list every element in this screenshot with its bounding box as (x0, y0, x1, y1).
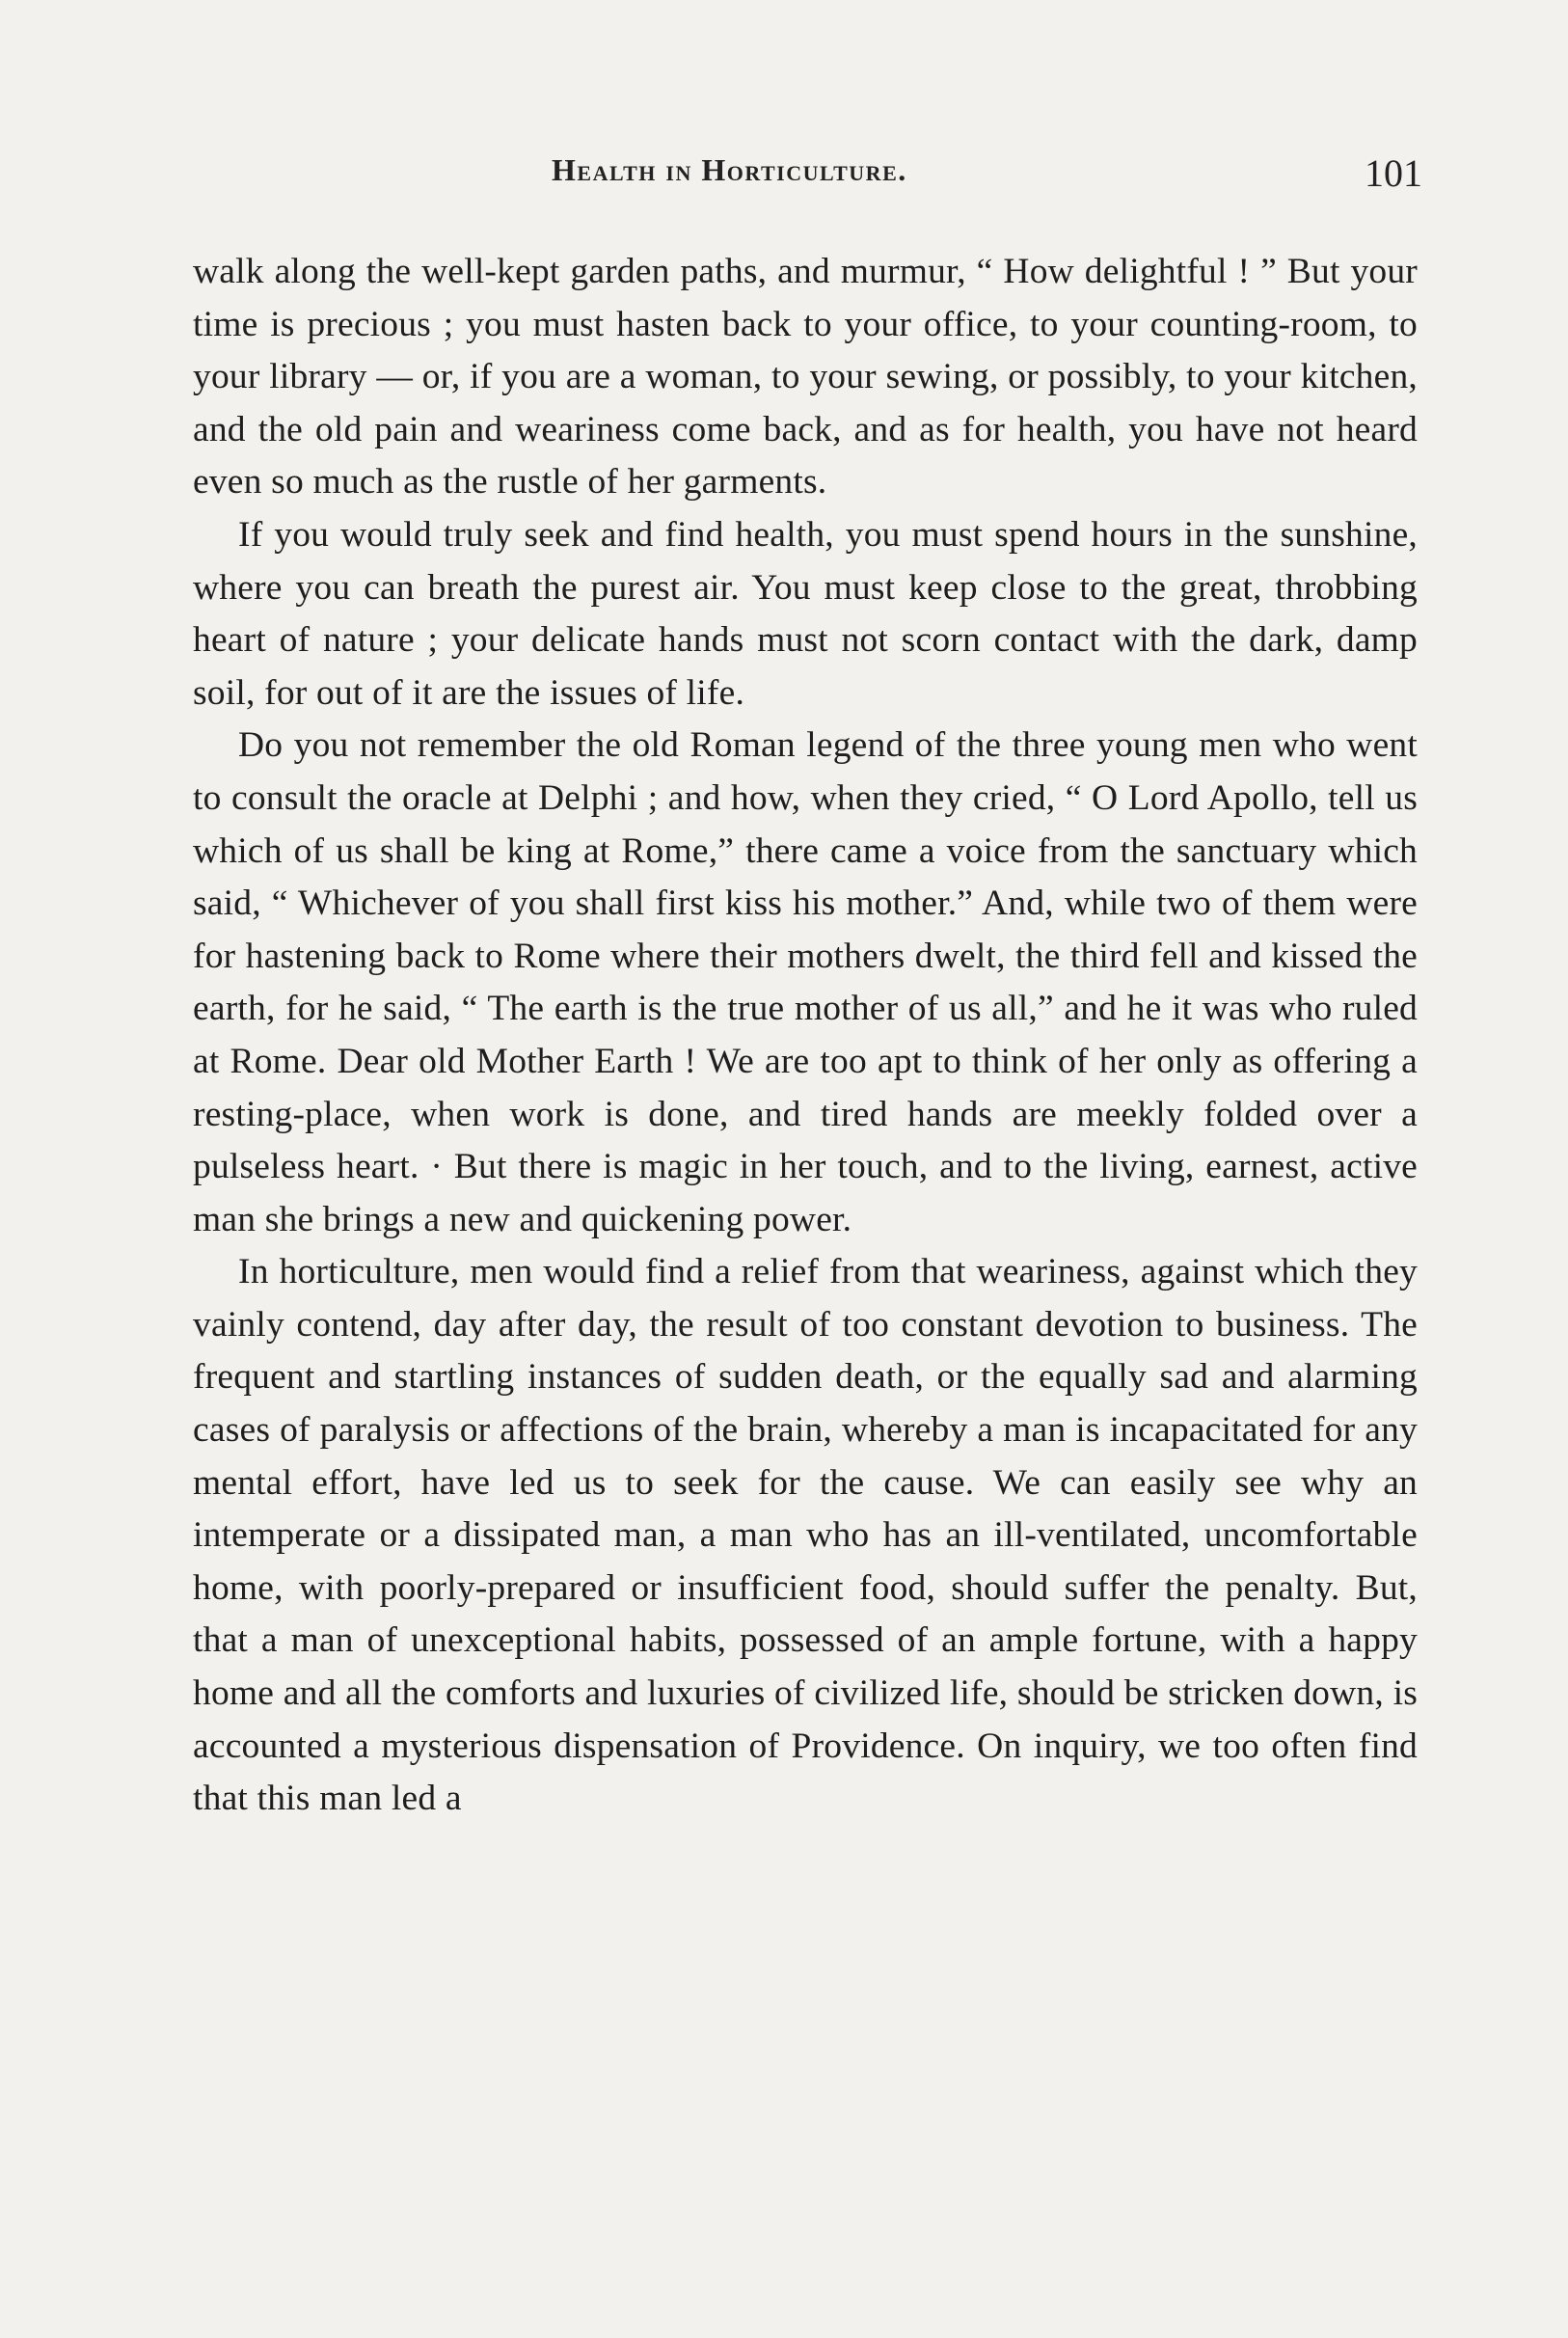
paragraph-horticulture: In horticulture, men would find a relief from that weariness, against which they vainly contend, day after day, the result of too constant devotion to business. The frequent and startling instances of sudden death, or the equally sad and alarming cases of paralysis or affections of the brain, whereby a man is incapacitated for any mental effort, have led us to seek for the cause. We can easily see why an intemperate or a dissipated man, a man who has an ill-ventilated, uncomfortable home, with poorly-prepared or insufficient food, should suffer the penalty. But, that a man of unexceptional habits, possessed of an ample fortune, with a happy home and all the comforts and luxuries of civilized life, should be stricken down, is accounted a mysterious dispensation of Providence. On inquiry, we too often find that this man led a (193, 1252, 1418, 1819)
paragraph-health: If you would truly seek and find health, you must spend hours in the sunshine, where you can breath the purest air. You must keep close to the great, throbbing heart of nature ; your delicate hands must not scorn contact with the dark, damp soil, for out of it are the issues of life. (193, 514, 1418, 713)
paragraph-continued: walk along the well-kept garden paths, and murmur, “ How delightful ! ” But your time is precious ; you must hasten back to your office, to your counting-room, to your library — or, if you are a woman, to your sewing, or possibly, to your kitchen, and the old pain and weariness come back, and as for health, you have not heard even so much as the rustle of her garments. (193, 252, 1418, 503)
running-head (193, 152, 1422, 210)
body-text (193, 246, 1418, 1826)
running-head-title: Health in Horticulture. (552, 152, 907, 187)
page-number: 101 (1365, 151, 1422, 195)
paragraph-roman-legend: Do you not remember the old Roman legend of the three young men who went to consult the oracle at Delphi ; and how, when they cried, “ O Lord Apollo, tell us which of us shall be king at Rome,” there came a voice from the sanctuary which said, “ Whichever of you shall first kiss his mother.” And, while two of them were for hastening back to Rome where their mothers dwelt, the third fell and kissed the earth, for he said, “ The earth is the true mother of us all,” and he it was who ruled at Rome. Dear old Mother Earth ! We are too apt to think of her only as offering a resting-place, when work is done, and tired hands are meekly folded over a pulseless heart. · But there is magic in her touch, and to the living, earnest, active man she brings a new and quickening power. (193, 725, 1418, 1239)
